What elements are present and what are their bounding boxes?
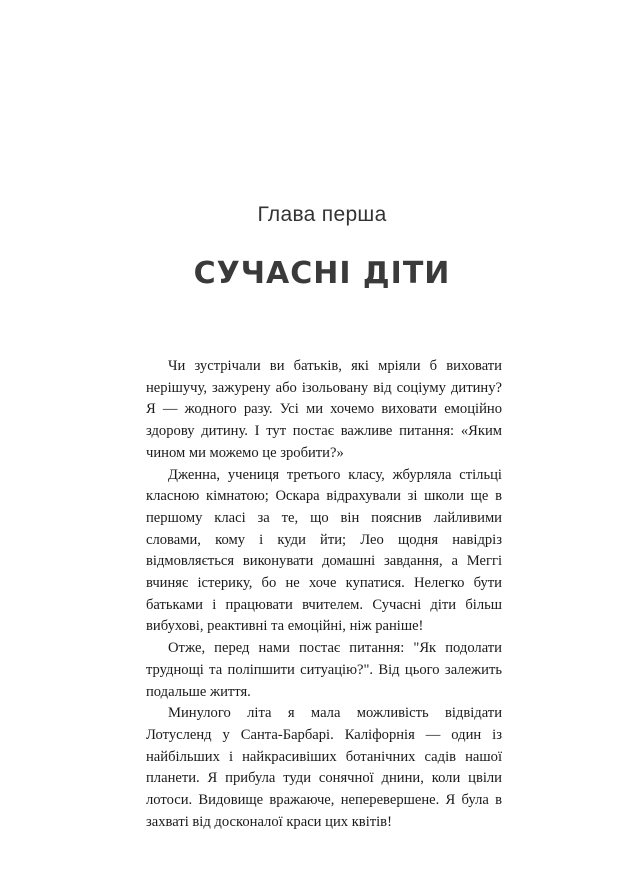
body-text bbox=[146, 356, 502, 833]
chapter-title: СУЧАСНІ ДІТИ bbox=[193, 256, 451, 291]
paragraph: Отже, перед нами постає питання: "Як подолати труднощі та поліпшити ситуацію?". Від цього залежить подальше життя. bbox=[146, 640, 502, 700]
chapter-label: Глава перша bbox=[257, 203, 387, 226]
paragraph: Минулого літа я мала можливість відвідати Лотусленд у Санта-Барбарі. Каліфорнія — один із найбільших і найкрасивіших ботанічних садів нашої планети. Я прибула туди сонячної днини, коли цвіли лотоси. Видовище вражаюче, неперевершене. Я була в захваті від досконалої краси цих квітів! bbox=[146, 705, 502, 830]
paragraph: Чи зустрічали ви батьків, які мріяли б виховати нерішучу, зажурену або ізольовану від соціуму дитину? Я — жодного разу. Усі ми хочемо виховати емоційно здорову дитину. І тут постає важливе питання: «Яким чином ми можемо це зробити?» bbox=[146, 358, 502, 461]
paragraph: Дженна, учениця третього класу, жбурляла стільці класною кімнатою; Оскара відрахували зі школи ще в першому класі за те, що він пояснив лайливими словами, кому і куди йти; Лео щодня навідріз відмовляється виконувати домашні завдання, а Меггі вчиняє істерику, бо не хоче купатися. Нелегко бути батьками і працювати вчителем. Сучасні діти більш вибухові, реактивні та емоційні, ніж раніше! bbox=[146, 466, 502, 635]
